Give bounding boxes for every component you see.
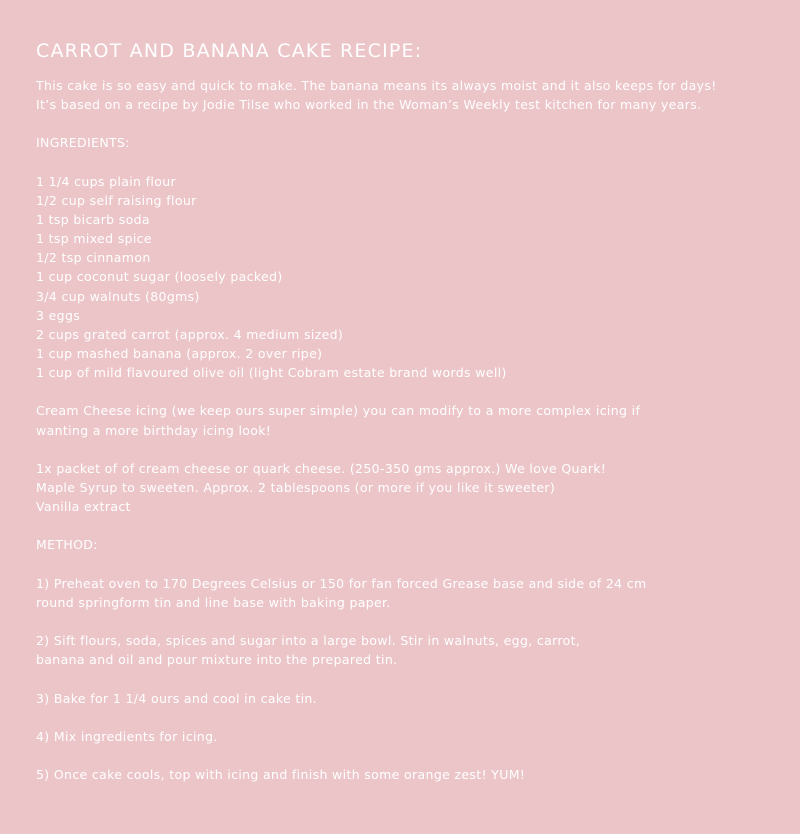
spacer (36, 382, 776, 401)
spacer (36, 708, 776, 727)
intro-paragraph (36, 76, 776, 114)
icing-ingredients-list (36, 459, 776, 516)
method-step-2 (36, 631, 776, 669)
icing-note-line: wanting a more birthday icing look! (36, 422, 272, 438)
ingredient-item: 1 cup mashed banana (approx. 2 over ripe) (36, 345, 323, 361)
spacer (36, 612, 776, 631)
spacer (36, 153, 776, 172)
method-step-line: 4) Mix ingredients for icing. (36, 728, 218, 744)
method-step-4 (36, 727, 776, 746)
ingredient-item: 1 tsp bicarb soda (36, 211, 150, 227)
spacer (36, 555, 776, 574)
method-step-1 (36, 574, 776, 612)
spacer (36, 746, 776, 765)
icing-ingredient-item: Maple Syrup to sweeten. Approx. 2 tablespoons (or more if you like it sweeter) (36, 479, 556, 495)
ingredient-item: 1 cup of mild flavoured olive oil (light Cobram estate brand words well) (36, 365, 507, 381)
recipe-title: CARROT AND BANANA CAKE RECIPE: (36, 40, 423, 62)
method-step-5 (36, 765, 776, 784)
ingredient-item: 1 1/4 cups plain flour (36, 173, 176, 189)
method-heading: METHOD: (36, 537, 98, 553)
method-step-3 (36, 689, 776, 708)
ingredient-item: 1 tsp mixed spice (36, 231, 152, 247)
ingredient-item: 2 cups grated carrot (approx. 4 medium sized) (36, 326, 344, 342)
recipe-body (36, 76, 776, 784)
ingredient-item: 1/2 cup self raising flour (36, 192, 197, 208)
ingredient-item: 1/2 tsp cinnamon (36, 250, 151, 266)
spacer (36, 669, 776, 688)
icing-note-line: Cream Cheese icing (we keep ours super simple) you can modify to a more complex icing if (36, 403, 641, 419)
icing-note (36, 401, 776, 439)
icing-ingredient-item: Vanilla extract (36, 499, 131, 515)
ingredients-list (36, 172, 776, 383)
method-step-line: 1) Preheat oven to 170 Degrees Celsius or 150 for fan forced Grease base and side of 24 cm (36, 575, 647, 591)
method-step-line: 5) Once cake cools, top with icing and finish with some orange zest! YUM! (36, 767, 526, 783)
method-step-line: 3) Bake for 1 1/4 ours and cool in cake tin. (36, 690, 318, 706)
ingredient-item: 1 cup coconut sugar (loosely packed) (36, 269, 283, 285)
spacer (36, 114, 776, 133)
ingredient-item: 3 eggs (36, 307, 81, 323)
spacer (36, 440, 776, 459)
intro-line: This cake is so easy and quick to make. The banana means its always moist and it also keeps for days! (36, 78, 717, 93)
intro-line: It’s based on a recipe by Jodie Tilse who worked in the Woman’s Weekly test kitchen for many years. (36, 97, 702, 113)
icing-ingredient-item: 1x packet of of cream cheese or quark cheese. (250-350 gms approx.) We love Quark! (36, 460, 607, 476)
method-step-line: banana and oil and pour mixture into the prepared tin. (36, 652, 398, 668)
ingredients-heading: INGREDIENTS: (36, 135, 130, 151)
spacer (36, 516, 776, 535)
method-step-line: round springform tin and line base with baking paper. (36, 594, 391, 610)
method-step-line: 2) Sift flours, soda, spices and sugar into a large bowl. Stir in walnuts, egg, carrot, (36, 633, 581, 649)
ingredient-item: 3/4 cup walnuts (80gms) (36, 288, 200, 304)
